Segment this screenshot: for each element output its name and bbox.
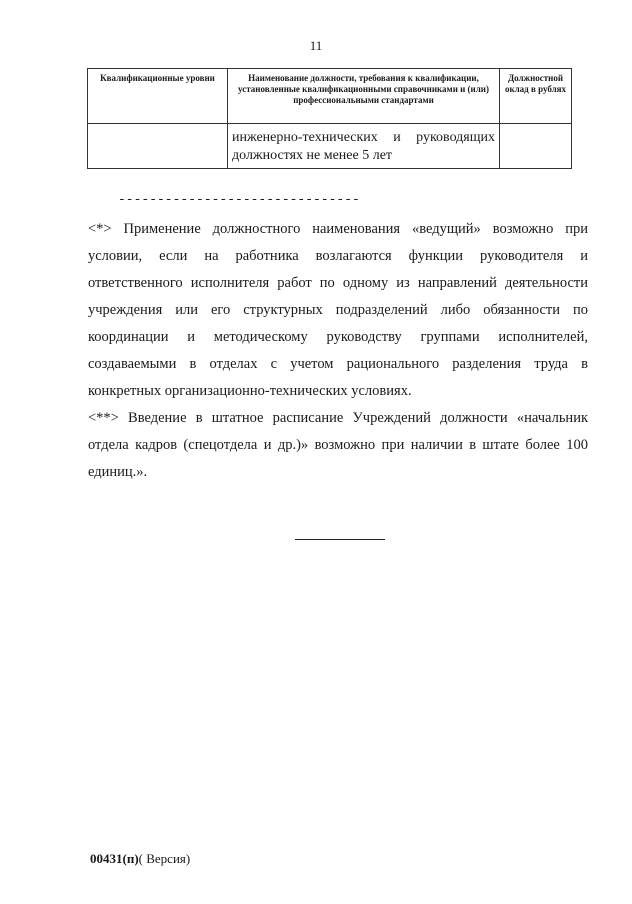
document-code (90, 851, 190, 867)
document-code-number: 00431(п) (90, 851, 139, 866)
page-number: 11 (309, 38, 323, 53)
end-rule (295, 539, 385, 540)
qualification-table (87, 68, 572, 169)
header-qualification-levels: Квалификационные уровни (88, 69, 228, 124)
header-salary: Должностной оклад в рублях (500, 69, 572, 124)
footnote-leading-title: <*> Применение должностного наименования «ведущий» возможно при условии, если на работника возлагаются функции руководителя и ответственного исполнителя работ по одному из направлений деятельности учреждения или его структурных подразделений либо обязанности по координации и методическому руководству группами исполнителей, создаваемыми в отделах с учетом рационального разделения труда в конкретных организационно-технических условиях. (88, 221, 588, 399)
footnote-hr-head: <**> Введение в штатное расписание Учреждений должности «начальник отдела кадров (спецотдела и др.)» возможно при наличии в штате более 100 единиц.». (88, 410, 588, 480)
footnotes-block (88, 216, 588, 486)
table-cell-salary (500, 124, 572, 169)
document-version: ( Версия) (138, 851, 191, 866)
table-row (88, 124, 572, 169)
table-header-row (88, 69, 572, 124)
footnote-separator: ------------------------------- (118, 192, 360, 207)
header-position-requirements: Наименование должности, требования к квалификации, установленные квалификационными справочниками и (или) профессиональными стандартами (228, 69, 500, 124)
table-cell-level (88, 124, 228, 169)
table-cell-requirements: инженерно-технических и руководящих должностях не менее 5 лет (228, 124, 500, 169)
